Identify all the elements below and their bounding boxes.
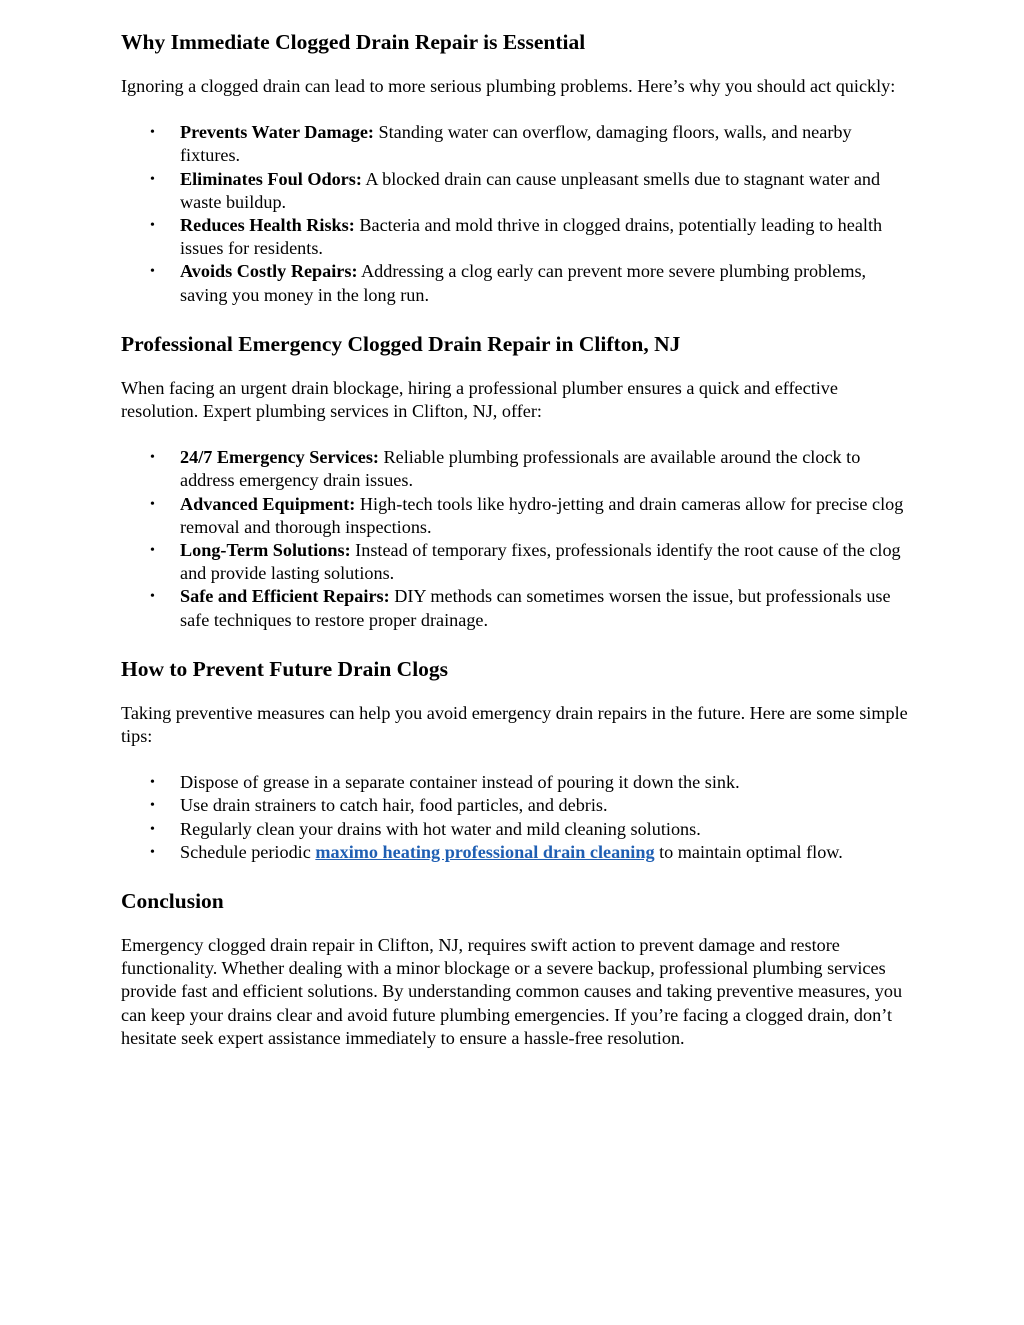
bullet-icon: •	[150, 798, 155, 814]
list-item-text: Regularly clean your drains with hot water and mild cleaning solutions.	[180, 818, 701, 839]
list-item-text: Use drain strainers to catch hair, food particles, and debris.	[180, 795, 608, 816]
list-item-text: DIY methods can sometimes worsen the issue, but professionals use safe techniques to restore proper drainage.	[180, 586, 891, 630]
tips-list	[121, 771, 911, 864]
section-intro-why-essential: Ignoring a clogged drain can lead to more serious plumbing problems. Here’s why you should act quickly:	[121, 76, 896, 96]
bullet-icon: •	[150, 844, 155, 860]
list-item-text-before: Schedule periodic	[180, 841, 316, 862]
section-intro-prevent-clogs: Taking preventive measures can help you avoid emergency drain repairs in the future. Here are some simple tips:	[121, 702, 908, 747]
list-item-text: Reliable plumbing professionals are available around the clock to address emergency drain issues.	[180, 447, 861, 491]
list-item	[121, 794, 911, 817]
bullet-icon: •	[150, 218, 155, 234]
list-item-text: Bacteria and mold thrive in clogged drains, potentially leading to health issues for residents.	[180, 215, 883, 259]
list-item	[121, 771, 911, 794]
list-item-text-after: to maintain optimal flow.	[654, 841, 843, 862]
list-item-text: A blocked drain can cause unpleasant smells due to stagnant water and waste buildup.	[180, 168, 881, 212]
list-item-term: Avoids Costly Repairs:	[180, 261, 358, 282]
list-item	[121, 818, 911, 841]
section-heading-professional-repair: Professional Emergency Clogged Drain Repair in Clifton, NJ	[121, 331, 681, 356]
section-heading-prevent-clogs: How to Prevent Future Drain Clogs	[121, 656, 449, 681]
list-item-term: Long-Term Solutions:	[180, 540, 351, 561]
services-list	[121, 446, 911, 632]
list-item	[121, 841, 911, 864]
bullet-icon: •	[150, 775, 155, 791]
list-item-term: Safe and Efficient Repairs:	[180, 586, 390, 607]
bullet-icon: •	[150, 125, 155, 141]
list-item-term: Reduces Health Risks:	[180, 215, 355, 236]
list-item	[121, 585, 911, 631]
list-item	[121, 214, 911, 260]
list-item-text: Instead of temporary fixes, professionals identify the root cause of the clog and provide lasting solutions.	[180, 540, 901, 584]
list-item-term: Advanced Equipment:	[180, 493, 356, 514]
list-item	[121, 121, 911, 167]
conclusion-paragraph: Emergency clogged drain repair in Clifton, NJ, requires swift action to prevent damage and restore functionality. Whether dealing with a minor blockage or a severe backup, professional plumbing services provide fast and efficient solutions. By understanding common causes and taking preventive measures, you can keep your drains clear and avoid future plumbing emergencies. If you’re facing a clogged drain, don’t hesitate seek expert assistance immediately to ensure a hassle-free resolution.	[121, 935, 903, 1048]
list-item-term: Prevents Water Damage:	[180, 122, 374, 143]
list-item-text: Addressing a clog early can prevent more severe plumbing problems, saving you money in the long run.	[180, 261, 867, 305]
section-heading-why-essential: Why Immediate Clogged Drain Repair is Essential	[121, 30, 586, 54]
list-item	[121, 168, 911, 214]
document-page	[121, 28, 911, 1050]
list-item-text: High-tech tools like hydro-jetting and drain cameras allow for precise clog removal and thorough inspections.	[180, 493, 904, 537]
list-item-term: Eliminates Foul Odors:	[180, 168, 362, 189]
section-intro-professional-repair: When facing an urgent drain blockage, hiring a professional plumber ensures a quick and effective resolution. Expert plumbing services in Clifton, NJ, offer:	[121, 377, 838, 422]
bullet-icon: •	[150, 496, 155, 512]
bullet-icon: •	[150, 450, 155, 466]
bullet-icon: •	[150, 171, 155, 187]
drain-cleaning-link[interactable]: maximo heating professional drain cleaning	[315, 841, 655, 862]
list-item	[121, 446, 911, 492]
list-item	[121, 539, 911, 585]
bullet-icon: •	[150, 589, 155, 605]
bullet-icon: •	[150, 543, 155, 559]
list-item	[121, 260, 911, 306]
list-item-text: Dispose of grease in a separate container instead of pouring it down the sink.	[180, 772, 740, 793]
list-item-text: Standing water can overflow, damaging floors, walls, and nearby fixtures.	[180, 122, 852, 166]
list-item	[121, 493, 911, 539]
bullet-icon: •	[150, 264, 155, 280]
list-item-term: 24/7 Emergency Services:	[180, 447, 379, 468]
benefits-list	[121, 121, 911, 307]
bullet-icon: •	[150, 821, 155, 837]
section-heading-conclusion: Conclusion	[121, 889, 224, 914]
